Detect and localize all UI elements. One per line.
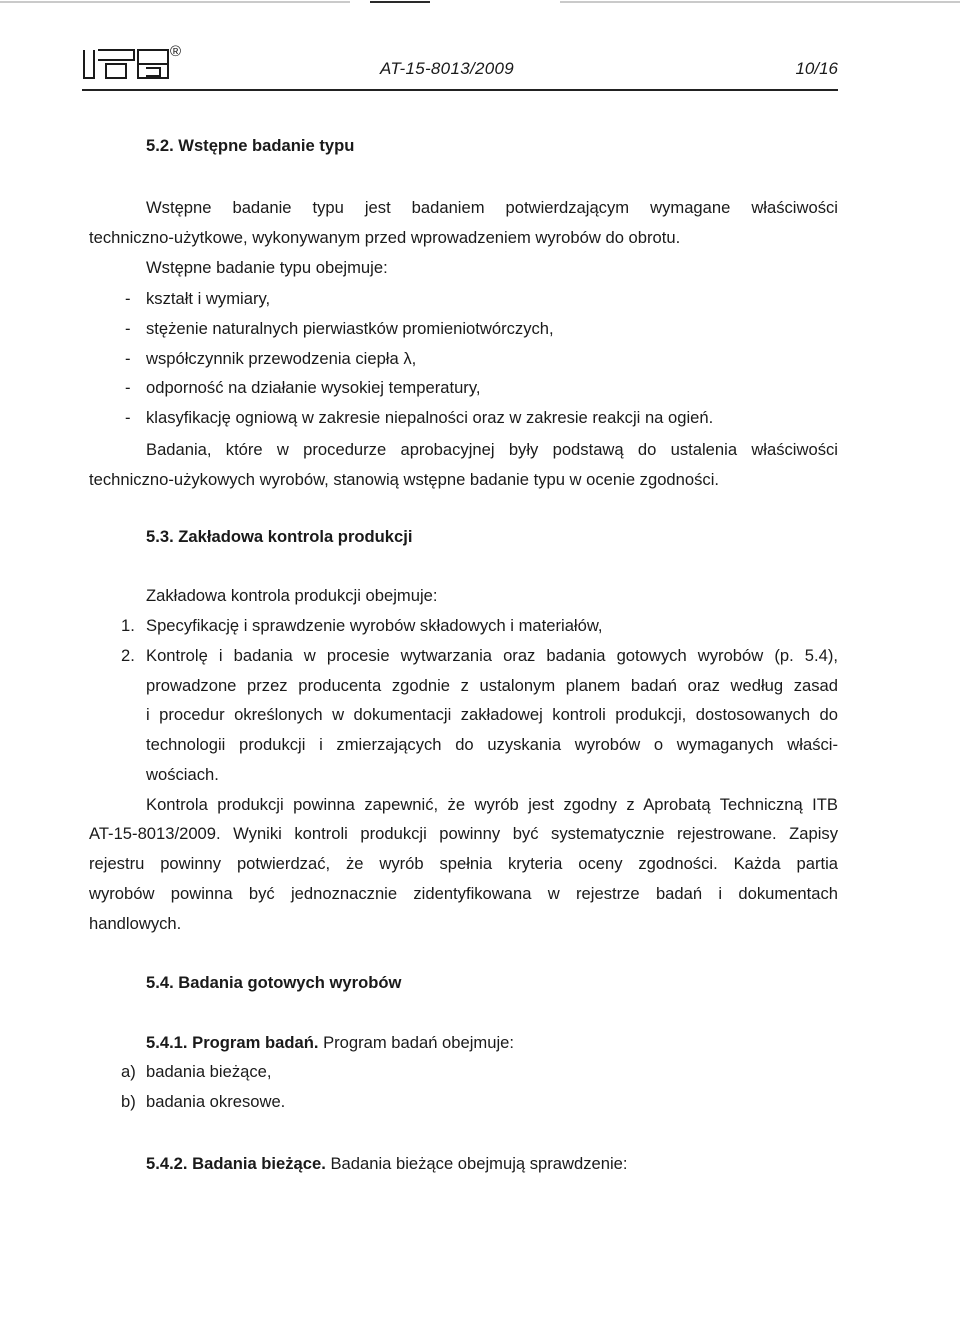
s541-text: Program badań obejmuje:	[318, 1033, 515, 1052]
s53-item-2-line-4: technologii produkcji i zmierzających do uzyskania wyrobów o wymaganych właści-	[146, 735, 838, 754]
header-divider	[82, 89, 838, 91]
s52-item-4: odporność na działanie wysokiej temperatury,	[146, 378, 481, 397]
itb-logo	[82, 40, 202, 88]
svg-text:®: ®	[170, 43, 182, 60]
s52-intro-line-1: Wstępne badanie typu jest badaniem potwierdzającym wymagane właściwości	[146, 198, 838, 217]
list-dash: -	[125, 408, 131, 427]
list-dash: -	[125, 319, 131, 338]
s52-scope-intro: Wstępne badanie typu obejmuje:	[146, 258, 388, 277]
s53-intro: Zakładowa kontrola produkcji obejmuje:	[146, 586, 438, 605]
section-5-3-heading: 5.3. Zakładowa kontrola produkcji	[146, 527, 413, 546]
list-number: 2.	[121, 646, 135, 665]
s53-item-2-line-1: Kontrolę i badania w procesie wytwarzania oraz badania gotowych wyrobów (p. 5.4),	[146, 646, 838, 665]
list-dash: -	[125, 289, 131, 308]
s52-closing-line-2: techniczno-użykowych wyrobów, stanowią wstępne badanie typu w ocenie zgodności.	[89, 470, 719, 489]
s542-line	[146, 1154, 628, 1174]
s52-closing-line-1: Badania, które w procedurze aprobacyjnej były podstawą do ustalenia właściwości	[146, 440, 838, 459]
s53-para-line-4: wyrobów powinna być jednoznacznie zidentyfikowana w rejestrze badań i dokumentach	[89, 884, 838, 903]
s541-line	[146, 1033, 514, 1053]
s542-label: 5.4.2. Badania bieżące.	[146, 1154, 326, 1173]
s53-para-line-1: Kontrola produkcji powinna zapewnić, że wyrób jest zgodny z Aprobatą Techniczną ITB	[146, 795, 838, 814]
s53-para-line-5: handlowych.	[89, 914, 182, 933]
s53-para-line-3: rejestru powinny potwierdzać, że wyrób spełnia kryteria oceny zgodności. Każda partia	[89, 854, 838, 873]
s53-item-1: Specyfikację i sprawdzenie wyrobów składowych i materiałów,	[146, 616, 603, 635]
s52-item-2: stężenie naturalnych pierwiastków promieniotwórczych,	[146, 319, 554, 338]
s52-intro-line-2: techniczno-użytkowe, wykonywanym przed wprowadzeniem wyrobów do obrotu.	[89, 228, 681, 247]
s53-para-line-2: AT-15-8013/2009. Wyniki kontroli produkcji powinny być systematycznie rejestrowane. Zapisy	[89, 824, 838, 843]
s52-item-5: klasyfikację ogniową w zakresie niepalności oraz w zakresie reakcji na ogień.	[146, 408, 714, 427]
s541-item-b: badania okresowe.	[146, 1092, 286, 1111]
section-5-4-heading: 5.4. Badania gotowych wyrobów	[146, 973, 402, 992]
list-letter: b)	[121, 1092, 136, 1111]
s53-item-2-line-2: prowadzone przez producenta zgodnie z ustalonym planem badań oraz według zasad	[146, 676, 838, 695]
s52-item-3: współczynnik przewodzenia ciepła λ,	[146, 349, 417, 368]
section-5-2-heading: 5.2. Wstępne badanie typu	[146, 136, 355, 155]
s53-item-2-line-5: wościach.	[146, 765, 219, 784]
s52-item-1: kształt i wymiary,	[146, 289, 271, 308]
list-dash: -	[125, 349, 131, 368]
list-number: 1.	[121, 616, 135, 635]
top-scan-edge	[0, 0, 960, 4]
s542-text: Badania bieżące obejmują sprawdzenie:	[325, 1154, 628, 1173]
page-header	[82, 40, 838, 88]
page-number: 10/16	[795, 59, 838, 78]
list-dash: -	[125, 378, 131, 397]
s541-item-a: badania bieżące,	[146, 1062, 272, 1081]
list-letter: a)	[121, 1062, 136, 1081]
document-code: AT-15-8013/2009	[380, 59, 514, 78]
s541-label: 5.4.1. Program badań.	[146, 1033, 319, 1052]
s53-item-2-line-3: i procedur określonych w dokumentacji zakładowej kontroli produkcji, dostosowanych do	[146, 705, 838, 724]
